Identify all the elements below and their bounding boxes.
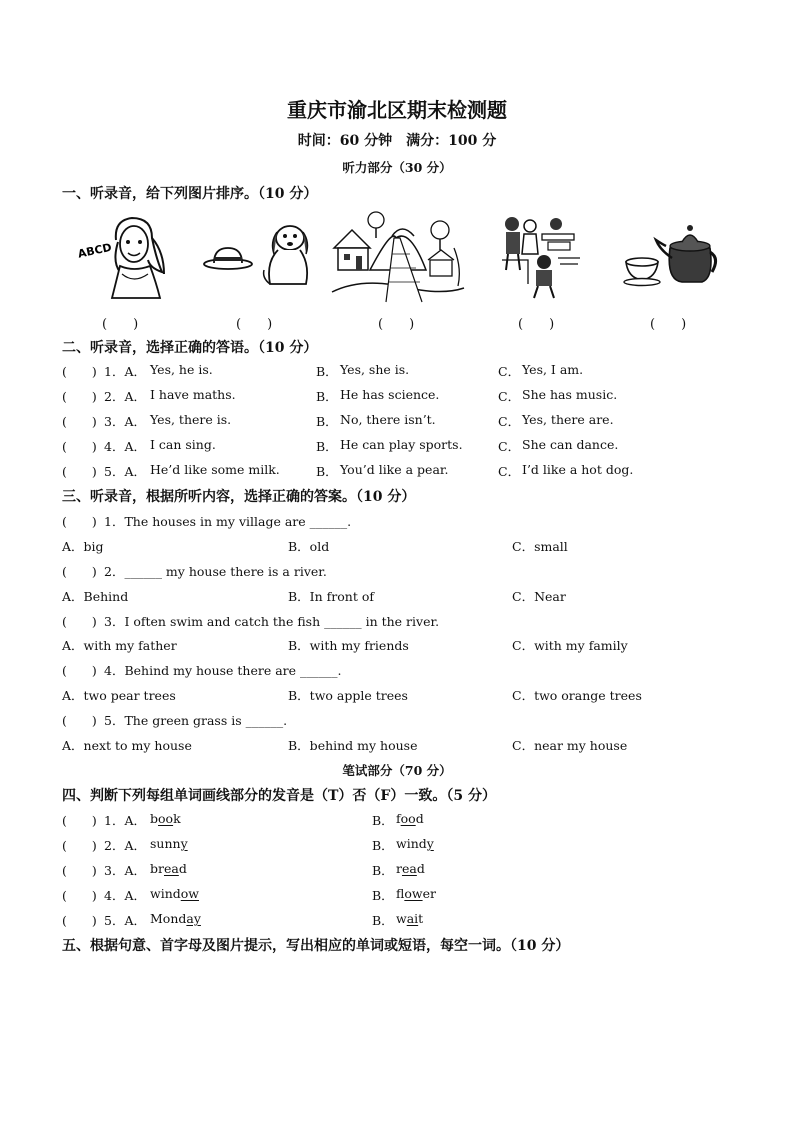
s2-q4-option-b: He can play sports. [340,437,463,452]
s2-q1-b-label: B． [316,364,338,379]
s4-q2-paren[interactable]: ( ) [62,838,97,853]
section-4-title: 四、判断下列每组单词画线部分的发音是（T）否（F）一致。（5 分） [62,788,496,804]
s2-q1-option-a: Yes, he is. [150,362,213,377]
children-image [498,212,582,302]
s3-q3-option-a: A．with my father [62,638,177,653]
s3-q1-stem: 1．The houses in my village are ______. [104,514,352,529]
s2-q2-option-c: She has music. [522,387,618,402]
s3-q4-paren[interactable]: ( ) [62,663,97,678]
s2-q3-c-label: C． [498,414,521,429]
s4-q4-word-b: flower [396,886,436,901]
listening-part-heading: 听力部分（30 分） [342,160,452,175]
s3-q4-option-a: A．two pear trees [62,688,176,703]
s4-q3-word-b: read [396,861,425,876]
section-3-title: 三、听录音，根据所听内容，选择正确的答案。（10 分） [62,489,416,505]
s2-q2-b-label: B． [316,389,338,404]
s2-q1-num: 1．A． [104,364,146,379]
s3-q1-paren[interactable]: ( ) [62,514,97,529]
s3-q2-stem: 2．______ my house there is a river. [104,564,327,579]
s4-q2-b-label: B． [372,838,394,853]
s2-q5-option-c: I’d like a hot dog. [522,462,634,477]
s2-q4-paren[interactable]: ( ) [62,439,97,454]
answer-blank-2[interactable]: ( ) [236,317,273,332]
s2-q4-b-label: B． [316,439,338,454]
s3-q3-paren[interactable]: ( ) [62,614,97,629]
s4-q1-word-a: book [150,811,181,826]
s2-q5-b-label: B． [316,464,338,479]
page-title: 重庆市渝北区期末检测题 [287,98,507,122]
s4-q3-num: 3．A． [104,863,146,878]
s4-q4-num: 4．A． [104,888,146,903]
s4-q5-word-b: wait [396,911,424,926]
picture-girl-abcd [76,212,176,302]
s3-q4-stem: 4．Behind my house there are ______. [104,663,342,678]
s3-q3-option-b: B．with my friends [288,638,409,653]
s3-q3-stem: 3．I often swim and catch the fish ______ in the river. [104,614,440,629]
s3-q5-option-b: B．behind my house [288,738,418,753]
s3-q3-option-c: C．with my family [512,638,628,653]
answer-blank-3[interactable]: ( ) [378,317,415,332]
s2-q3-option-c: Yes, there are. [522,412,614,427]
s4-q1-num: 1．A． [104,813,146,828]
answer-blank-5[interactable]: ( ) [650,317,687,332]
s4-q5-b-label: B． [372,913,394,928]
s3-q2-option-b: B．In front of [288,589,374,604]
s4-q2-word-b: windy [396,836,434,851]
s2-q2-paren[interactable]: ( ) [62,389,97,404]
picture-village [330,208,466,304]
s4-q5-paren[interactable]: ( ) [62,913,97,928]
s4-q3-paren[interactable]: ( ) [62,863,97,878]
s2-q4-c-label: C． [498,439,521,454]
s2-q3-option-a: Yes, there is. [150,412,232,427]
s2-q5-c-label: C． [498,464,521,479]
s4-q5-num: 5．A． [104,913,146,928]
s2-q1-paren[interactable]: ( ) [62,364,97,379]
s2-q2-option-b: He has science. [340,387,440,402]
s2-q1-option-c: Yes, I am. [522,362,584,377]
s2-q1-c-label: C． [498,364,521,379]
s2-q5-option-a: He’d like some milk. [150,462,280,477]
s3-q1-option-a: A．big [62,539,104,554]
s2-q2-option-a: I have maths. [150,387,236,402]
picture-abcd-text: ABCD [76,240,113,261]
s2-q4-option-c: She can dance. [522,437,619,452]
girl-abcd-image [76,212,176,302]
s2-q2-num: 2．A． [104,389,146,404]
s3-q4-option-b: B．two apple trees [288,688,408,703]
s2-q4-option-a: I can sing. [150,437,216,452]
s3-q2-option-a: A．Behind [62,589,129,604]
answer-blank-1[interactable]: ( ) [102,317,139,332]
s2-q3-b-label: B． [316,414,338,429]
hat-dog-image [200,212,312,302]
s4-q2-word-a: sunny [150,836,188,851]
s3-q5-paren[interactable]: ( ) [62,713,97,728]
s2-q5-paren[interactable]: ( ) [62,464,97,479]
s4-q1-word-b: food [396,811,424,826]
s4-q1-b-label: B． [372,813,394,828]
s3-q2-option-c: C．Near [512,589,566,604]
picture-teapot [622,212,718,302]
s2-q3-num: 3．A． [104,414,146,429]
s3-q5-option-a: A．next to my house [62,738,192,753]
teapot-image [622,212,718,302]
s3-q1-option-c: C．small [512,539,568,554]
section-1-title: 一、听录音，给下列图片排序。（10 分） [62,186,318,202]
s4-q5-word-a: Monday [150,911,201,926]
s4-q3-word-a: bread [150,861,187,876]
s4-q2-num: 2．A． [104,838,146,853]
s2-q3-paren[interactable]: ( ) [62,414,97,429]
picture-hat-dog [200,212,312,302]
s4-q4-b-label: B． [372,888,394,903]
s4-q4-word-a: window [150,886,199,901]
s3-q5-option-c: C．near my house [512,738,628,753]
section-2-title: 二、听录音，选择正确的答语。（10 分） [62,340,318,356]
answer-blank-4[interactable]: ( ) [518,317,555,332]
s2-q4-num: 4．A． [104,439,146,454]
picture-children [498,212,582,302]
section-5-title: 五、根据句意、首字母及图片提示，写出相应的单词或短语，每空一词。（10 分） [62,938,570,954]
s2-q1-option-b: Yes, she is. [340,362,410,377]
s3-q4-option-c: C．two orange trees [512,688,642,703]
s2-q3-option-b: No, there isn’t. [340,412,436,427]
s2-q2-c-label: C． [498,389,521,404]
s4-q3-b-label: B． [372,863,394,878]
writing-part-heading: 笔试部分（70 分） [342,763,452,778]
s4-q4-paren[interactable]: ( ) [62,888,97,903]
s3-q1-option-b: B．old [288,539,330,554]
s4-q1-paren[interactable]: ( ) [62,813,97,828]
s3-q2-paren[interactable]: ( ) [62,564,97,579]
village-image [330,208,466,304]
s2-q5-num: 5．A． [104,464,146,479]
exam-info: 时间：60 分钟 满分：100 分 [297,133,497,149]
s3-q5-stem: 5．The green grass is ______. [104,713,288,728]
s2-q5-option-b: You’d like a pear. [340,462,449,477]
